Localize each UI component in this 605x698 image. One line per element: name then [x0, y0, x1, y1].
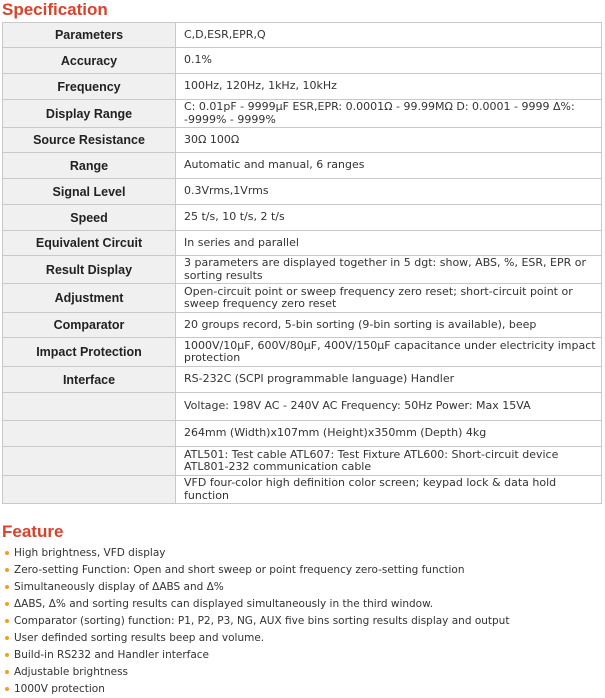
- spec-label: Comparator: [3, 313, 176, 338]
- feature-text: Simultaneously display of ΔABS and Δ%: [14, 581, 224, 593]
- spec-label: Signal Level: [3, 179, 176, 205]
- spec-row: [3, 100, 602, 128]
- spec-label: Accuracy: [3, 48, 176, 74]
- spec-label: Frequency: [3, 74, 176, 100]
- spec-value: 25 t/s, 10 t/s, 2 t/s: [176, 205, 602, 231]
- spec-label: Display Range: [3, 100, 176, 128]
- spec-row: [3, 48, 602, 74]
- bullet-icon: [5, 551, 9, 555]
- spec-row: [3, 179, 602, 205]
- bullet-icon: [5, 636, 9, 640]
- bullet-icon: [5, 670, 9, 674]
- spec-value: Automatic and manual, 6 ranges: [176, 153, 602, 179]
- feature-item: [2, 681, 509, 698]
- spec-value: C: 0.01pF - 9999μF ESR,EPR: 0.0001Ω - 99.99MΩ D: 0.0001 - 9999 Δ%: -9999% - 9999%: [176, 100, 602, 128]
- spec-label: [3, 476, 176, 504]
- spec-row: [3, 153, 602, 179]
- spec-row: [3, 338, 602, 367]
- spec-value: 30Ω 100Ω: [176, 128, 602, 153]
- feature-text: Zero-setting Function: Open and short sweep or point frequency zero-setting function: [14, 564, 465, 576]
- specification-table: [2, 22, 602, 504]
- spec-row: [3, 205, 602, 231]
- feature-text: ΔABS, Δ% and sorting results can displayed simultaneously in the third window.: [14, 598, 434, 610]
- bullet-icon: [5, 619, 9, 623]
- feature-item: [2, 596, 509, 613]
- spec-value: VFD four-color high definition color screen; keypad lock & data hold function: [176, 476, 602, 504]
- spec-row: [3, 447, 602, 476]
- feature-list: [2, 545, 509, 698]
- spec-row: [3, 393, 602, 421]
- feature-item: [2, 647, 509, 664]
- feature-item: [2, 613, 509, 630]
- spec-label: Interface: [3, 367, 176, 393]
- spec-row: [3, 284, 602, 313]
- bullet-icon: [5, 585, 9, 589]
- feature-text: User definded sorting results beep and volume.: [14, 632, 265, 644]
- feature-text: 1000V protection: [14, 683, 105, 695]
- spec-value: 20 groups record, 5-bin sorting (9-bin sorting is available), beep: [176, 313, 602, 338]
- spec-label: Parameters: [3, 23, 176, 48]
- feature-item: [2, 562, 509, 579]
- feature-title: Feature: [2, 522, 64, 541]
- spec-value: RS-232C (SCPI programmable language) Handler: [176, 367, 602, 393]
- spec-label: Speed: [3, 205, 176, 231]
- spec-value: In series and parallel: [176, 231, 602, 256]
- spec-label: Equivalent Circuit: [3, 231, 176, 256]
- spec-value: 1000V/10μF, 600V/80μF, 400V/150μF capacitance under electricity impact protection: [176, 338, 602, 367]
- feature-text: High brightness, VFD display: [14, 547, 166, 559]
- feature-item: [2, 630, 509, 647]
- feature-item: [2, 664, 509, 681]
- spec-label: Result Display: [3, 256, 176, 284]
- spec-row: [3, 128, 602, 153]
- spec-row: [3, 367, 602, 393]
- spec-row: [3, 231, 602, 256]
- bullet-icon: [5, 687, 9, 691]
- bullet-icon: [5, 602, 9, 606]
- spec-label: Range: [3, 153, 176, 179]
- spec-row: [3, 74, 602, 100]
- spec-label: Source Resistance: [3, 128, 176, 153]
- spec-row: [3, 421, 602, 447]
- feature-text: Adjustable brightness: [14, 666, 129, 678]
- spec-label: [3, 447, 176, 476]
- spec-label: Impact Protection: [3, 338, 176, 367]
- spec-value: 100Hz, 120Hz, 1kHz, 10kHz: [176, 74, 602, 100]
- spec-row: [3, 256, 602, 284]
- spec-row: [3, 23, 602, 48]
- spec-value: Open-circuit point or sweep frequency zero reset; short-circuit point or sweep frequency zero reset: [176, 284, 602, 313]
- spec-label: [3, 393, 176, 421]
- spec-label: [3, 421, 176, 447]
- feature-item: [2, 545, 509, 562]
- specification-title: Specification: [2, 0, 108, 19]
- spec-value: 264mm (Width)x107mm (Height)x350mm (Depth) 4kg: [176, 421, 602, 447]
- feature-item: [2, 579, 509, 596]
- spec-label: Adjustment: [3, 284, 176, 313]
- spec-row: [3, 313, 602, 338]
- spec-value: 3 parameters are displayed together in 5 dgt: show, ABS, %, ESR, EPR or sorting results: [176, 256, 602, 284]
- spec-value: 0.1%: [176, 48, 602, 74]
- feature-text: Comparator (sorting) function: P1, P2, P3, NG, AUX five bins sorting results display and output: [14, 615, 510, 627]
- bullet-icon: [5, 653, 9, 657]
- spec-value: ATL501: Test cable ATL607: Test Fixture ATL600: Short-circuit device ATL801-232 communication cable: [176, 447, 602, 476]
- spec-row: [3, 476, 602, 504]
- spec-value: Voltage: 198V AC - 240V AC Frequency: 50Hz Power: Max 15VA: [176, 393, 602, 421]
- bullet-icon: [5, 568, 9, 572]
- feature-text: Build-in RS232 and Handler interface: [14, 649, 209, 661]
- spec-value: 0.3Vrms,1Vrms: [176, 179, 602, 205]
- spec-value: C,D,ESR,EPR,Q: [176, 23, 602, 48]
